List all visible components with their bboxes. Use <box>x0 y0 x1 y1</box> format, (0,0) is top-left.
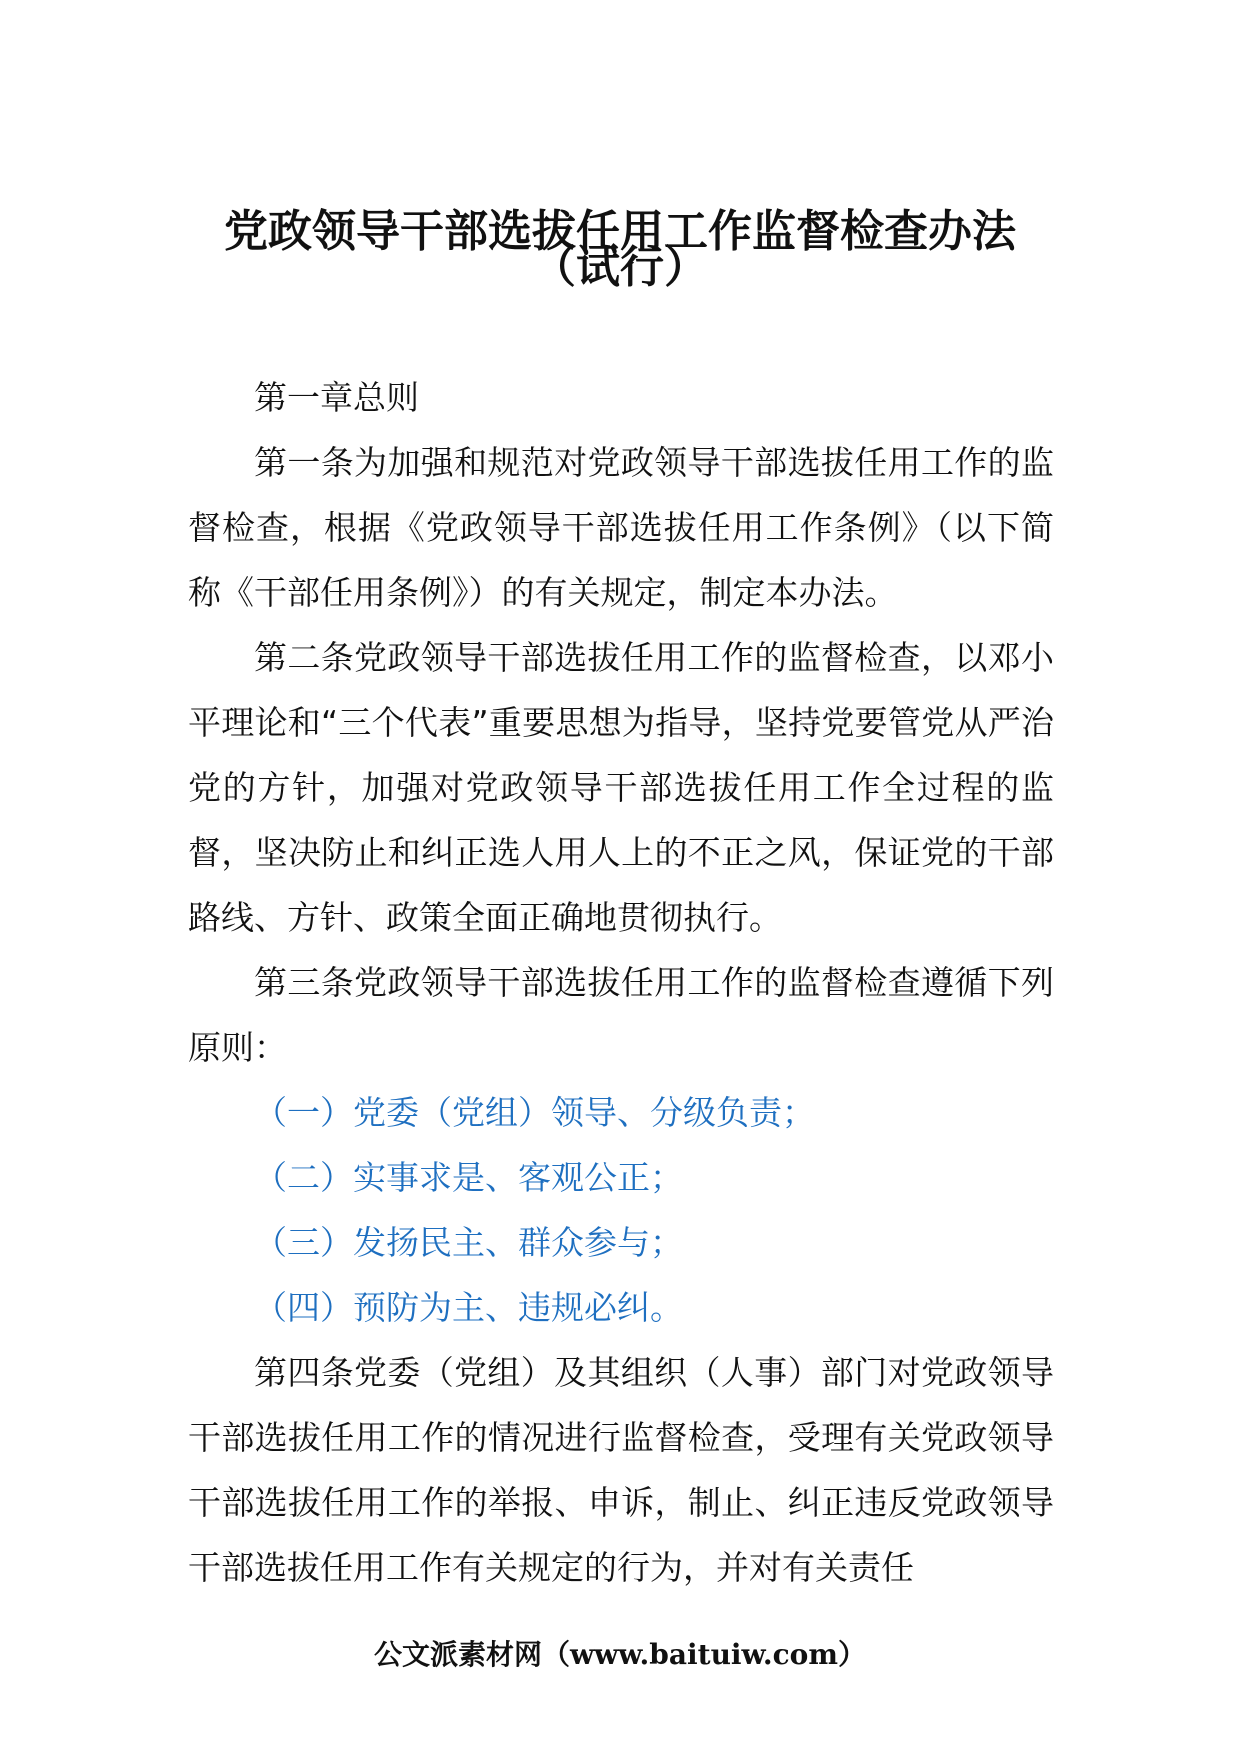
document-title: 党政领导干部选拔任用工作监督检查办法 <box>224 206 1016 257</box>
article-1: 第一条为加强和规范对党政领导干部选拔任用工作的监督检查，根据《党政领导干部选拔任用工作条例》（以下简称《干部任用条例》）的有关规定，制定本办法。 <box>188 443 1054 612</box>
principle-item-1: （一）党委（党组）领导、分级负责； <box>254 1093 815 1132</box>
article-4: 第四条党委（党组）及其组织（人事）部门对党政领导干部选拔任用工作的情况进行监督检查，受理有关党政领导干部选拔任用工作的举报、申诉，制止、纠正违反党政领导干部选拔任用工作有关规定的行为，并对有关责任 <box>188 1353 1054 1587</box>
principle-item-3: （三）发扬民主、群众参与； <box>254 1223 683 1262</box>
document-body <box>188 365 1054 1600</box>
article-2: 第二条党政领导干部选拔任用工作的监督检查，以邓小平理论和“三个代表”重要思想为指导，坚持党要管党从严治党的方针，加强对党政领导干部选拔任用工作全过程的监督，坚决防止和纠正选人用人上的不正之风，保证党的干部路线、方针、政策全面正确地贯彻执行。 <box>188 638 1054 937</box>
chapter-heading: 第一章总则 <box>254 378 419 417</box>
document-title-suffix: （试行） <box>532 242 708 293</box>
article-3: 第三条党政领导干部选拔任用工作的监督检查遵循下列原则： <box>188 963 1054 1067</box>
principle-item-2: （二）实事求是、客观公正； <box>254 1158 683 1197</box>
principle-item-4: （四）预防为主、违规必纠。 <box>254 1288 683 1327</box>
footer-watermark: 公文派素材网（www.baituiw.com） <box>374 1638 866 1671</box>
